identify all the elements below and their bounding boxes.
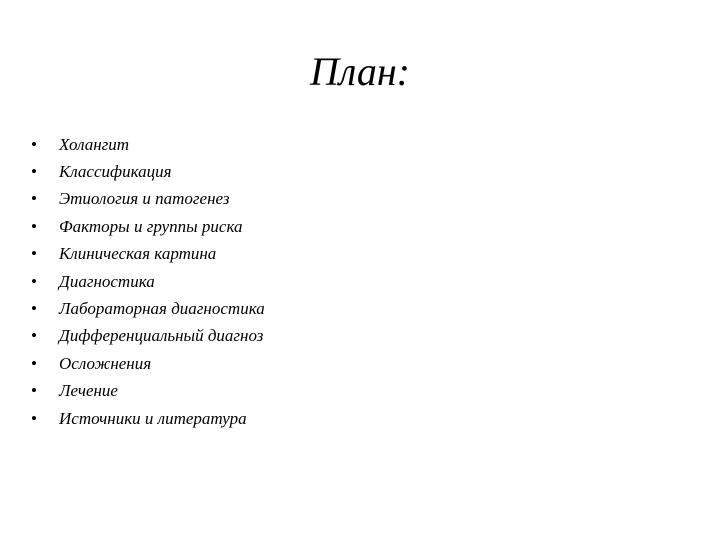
list-item-text: Лабораторная диагностика [59,299,265,319]
list-item-text: Диагностика [59,271,155,291]
list-item-text: Клиническая картина [59,244,217,264]
list-item-text: Факторы и группы риска [59,216,243,236]
bullet-marker: • [31,162,37,182]
list-item [31,295,265,322]
list-item-text: Осложнения [59,353,152,373]
list-item [31,241,265,268]
list-item-text: Источники и литература [59,408,247,428]
bullet-marker: • [31,381,37,401]
bullet-marker: • [31,244,37,264]
list-item-text: Лечение [59,381,118,401]
bullet-marker: • [31,326,37,346]
list-item-text: Дифференциальный диагноз [59,326,264,346]
bullet-marker: • [31,353,37,373]
list-item-text: Холангит [59,134,130,154]
slide-title: План: [310,49,410,94]
bullet-marker: • [31,216,37,236]
list-item [31,405,265,432]
bullet-marker: • [31,299,37,319]
bullet-marker: • [31,134,37,154]
list-item [31,186,265,213]
list-item-text: Этиология и патогенез [59,189,230,209]
list-item [31,131,265,158]
bullet-marker: • [31,189,37,209]
bullet-marker: • [31,408,37,428]
list-item [31,378,265,405]
list-item [31,350,265,377]
list-item [31,323,265,350]
bullet-marker: • [31,271,37,291]
list-item [31,213,265,240]
bullet-list [31,131,265,432]
list-item [31,158,265,185]
list-item [31,268,265,295]
list-item-text: Классификация [59,162,172,182]
